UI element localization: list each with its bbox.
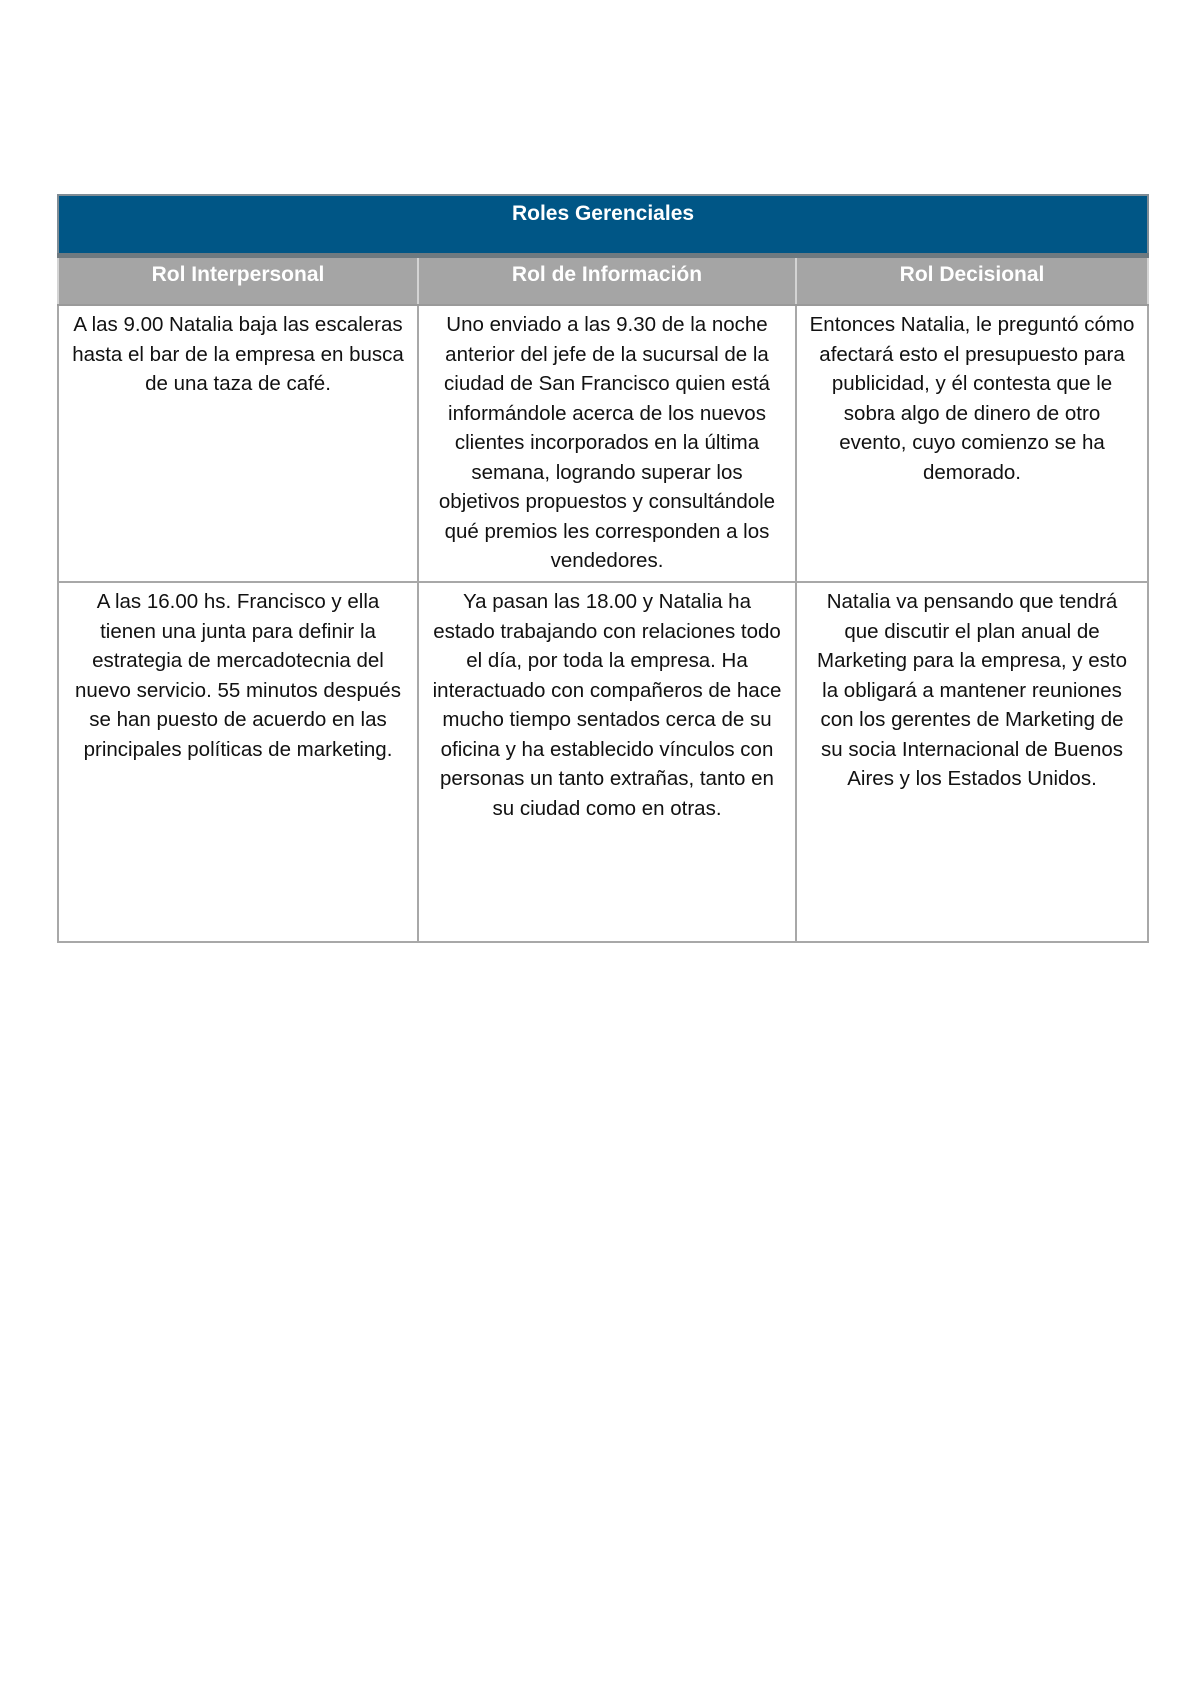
cell-decisional-1: Entonces Natalia, le preguntó cómo afectará esto el presupuesto para publicidad, y él contesta que le sobra algo de dinero de otro evento, cuyo comienzo se ha demorado. — [796, 305, 1148, 582]
table-row — [58, 582, 1148, 942]
cell-interpersonal-2: A las 16.00 hs. Francisco y ella tienen una junta para definir la estrategia de mercadotecnia del nuevo servicio. 55 minutos después se han puesto de acuerdo en las principales políticas de marketing. — [58, 582, 418, 942]
header-rol-interpersonal: Rol Interpersonal — [58, 255, 418, 305]
cell-informacion-2: Ya pasan las 18.00 y Natalia ha estado trabajando con relaciones todo el día, por toda la empresa. Ha interactuado con compañeros de hace mucho tiempo sentados cerca de su oficina y ha establecido vínculos con personas un tanto extrañas, tanto en su ciudad como en otras. — [418, 582, 796, 942]
table-title: Roles Gerenciales — [58, 195, 1148, 255]
header-rol-decisional: Rol Decisional — [796, 255, 1148, 305]
header-rol-de-informacion: Rol de Información — [418, 255, 796, 305]
table-row — [58, 305, 1148, 582]
title-row — [58, 195, 1148, 255]
cell-informacion-1: Uno enviado a las 9.30 de la noche anterior del jefe de la sucursal de la ciudad de San Francisco quien está informándole acerca de los nuevos clientes incorporados en la última semana, logrando superar los objetivos propuestos y consultándole qué premios les corresponden a los vendedores. — [418, 305, 796, 582]
header-row — [58, 255, 1148, 305]
cell-interpersonal-1: A las 9.00 Natalia baja las escaleras hasta el bar de la empresa en busca de una taza de café. — [58, 305, 418, 582]
roles-gerenciales-table — [57, 194, 1149, 943]
cell-decisional-2: Natalia va pensando que tendrá que discutir el plan anual de Marketing para la empresa, y esto la obligará a mantener reuniones con los gerentes de Marketing de su socia Internacional de Buenos Aires y los Estados Unidos. — [796, 582, 1148, 942]
